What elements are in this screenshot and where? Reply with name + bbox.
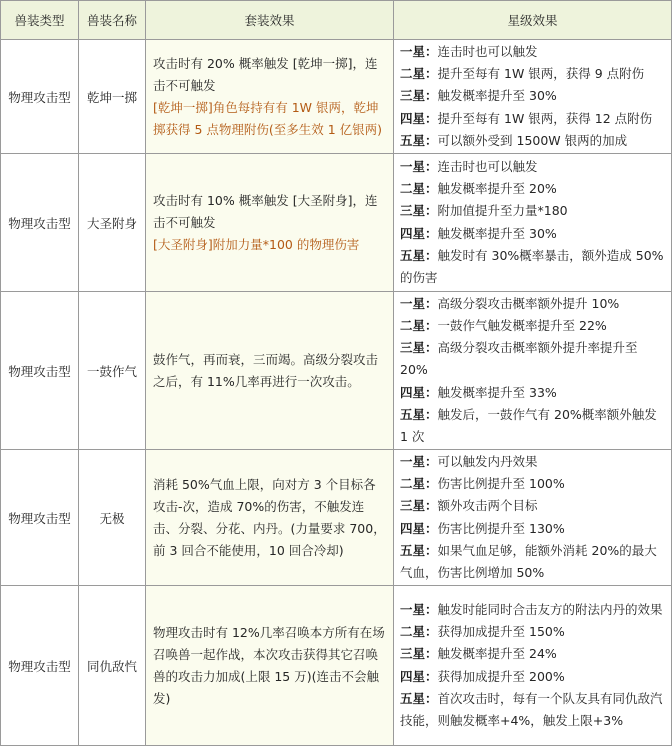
set-effect xyxy=(146,450,394,586)
star-effect-row xyxy=(400,599,667,621)
star-text: 伤害比例提升至 130% xyxy=(437,520,565,536)
star-text: 可以触发内丹效果 xyxy=(437,453,538,469)
star-effect-row xyxy=(400,518,667,540)
star-text: 可以额外受到 1500W 银两的加成 xyxy=(437,132,628,148)
star-text: 触发概率提升至 30% xyxy=(437,88,557,104)
set-effect-text: 攻击时有 10% 概率触发 [大圣附身]，连击不可触发 xyxy=(153,192,378,230)
star-text: 高级分裂攻击概率额外提升 10% xyxy=(437,295,620,311)
star-level: 五星： xyxy=(400,542,438,558)
star-text: 伤害比例提升至 100% xyxy=(437,476,565,492)
star-level: 三星： xyxy=(400,340,438,356)
header-set-effect: 套装效果 xyxy=(146,1,394,40)
beast-type: 物理攻击型 xyxy=(1,292,79,450)
star-effects xyxy=(394,40,672,154)
star-text: 触发概率提升至 30% xyxy=(437,225,557,241)
set-effect-text: 物理攻击时有 12%几率召唤本方所有在场召唤兽一起作战，本次攻击获得其它召唤兽的攻击力加成(上限 15 万)(连击不会触发) xyxy=(153,624,385,706)
star-effects xyxy=(394,292,672,450)
star-level: 四星： xyxy=(400,384,438,400)
star-effect-row xyxy=(400,621,667,643)
star-level: 四星： xyxy=(400,110,438,126)
star-level: 三星： xyxy=(400,646,438,662)
star-level: 一星： xyxy=(400,295,438,311)
star-level: 一星： xyxy=(400,158,438,174)
star-effects xyxy=(394,450,672,586)
set-effect xyxy=(146,40,394,154)
set-effect-text: 攻击时有 20% 概率触发 [乾坤一掷]，连击不可触发 xyxy=(153,55,378,93)
star-text: 触发时有 30%概率暴击，额外造成 50%的伤害 xyxy=(400,247,664,285)
star-effect-row xyxy=(400,293,667,315)
star-text: 连击时也可以触发 xyxy=(437,158,538,174)
set-effect-text: 鼓作气，再而衰，三而竭。高级分裂攻击之后，有 11%几率再进行一次攻击。 xyxy=(153,351,379,389)
star-effect-row xyxy=(400,156,667,178)
star-effect-row xyxy=(400,451,667,473)
beast-name: 大圣附身 xyxy=(79,154,146,292)
star-text: 提升至每有 1W 银两，获得 9 点附伤 xyxy=(437,66,645,82)
star-effect-row xyxy=(400,473,667,495)
beast-type: 物理攻击型 xyxy=(1,40,79,154)
beast-name: 同仇敌忾 xyxy=(79,586,146,746)
star-effect-row xyxy=(400,688,667,732)
star-effect-row xyxy=(400,85,667,107)
star-text: 附加值提升至力量*180 xyxy=(437,203,568,219)
star-text: 获得加成提升至 200% xyxy=(437,668,565,684)
star-text: 触发时能同时合击友方的附法内丹的效果 xyxy=(437,601,663,617)
table-row xyxy=(1,450,672,586)
star-level: 二星： xyxy=(400,624,438,640)
header-star-effect: 星级效果 xyxy=(394,1,672,40)
star-level: 三星： xyxy=(400,88,438,104)
star-text: 获得加成提升至 150% xyxy=(437,624,565,640)
star-text: 触发概率提升至 24% xyxy=(437,646,557,662)
star-effect-row xyxy=(400,200,667,222)
star-level: 一星： xyxy=(400,453,438,469)
star-effect-row xyxy=(400,643,667,665)
star-level: 四星： xyxy=(400,225,438,241)
star-text: 触发后，一鼓作气有 20%概率额外触发 1 次 xyxy=(400,406,657,444)
table-row xyxy=(1,292,672,450)
star-level: 二星： xyxy=(400,317,438,333)
star-effects xyxy=(394,586,672,746)
star-effect-row xyxy=(400,178,667,200)
star-effect-row xyxy=(400,666,667,688)
star-text: 提升至每有 1W 银两，获得 12 点附伤 xyxy=(437,110,653,126)
table-header-row xyxy=(1,1,672,40)
star-effect-row xyxy=(400,315,667,337)
star-text: 首次攻击时，每有一个队友具有同仇敌汽技能，则触发概率+4%，触发上限+3% xyxy=(400,690,663,728)
star-effect-row xyxy=(400,41,667,63)
star-level: 五星： xyxy=(400,132,438,148)
table-row xyxy=(1,154,672,292)
beast-name: 无极 xyxy=(79,450,146,586)
beast-type: 物理攻击型 xyxy=(1,154,79,292)
table-row xyxy=(1,40,672,154)
star-effect-row xyxy=(400,495,667,517)
star-effect-row xyxy=(400,245,667,289)
beast-name: 乾坤一掷 xyxy=(79,40,146,154)
star-level: 三星： xyxy=(400,203,438,219)
star-level: 五星： xyxy=(400,406,438,422)
star-effect-row xyxy=(400,108,667,130)
star-effects xyxy=(394,154,672,292)
star-text: 如果气血足够，能额外消耗 20%的最大气血，伤害比例增加 50% xyxy=(400,542,657,580)
header-name: 兽装名称 xyxy=(79,1,146,40)
beast-name: 一鼓作气 xyxy=(79,292,146,450)
star-level: 一星： xyxy=(400,43,438,59)
set-effect xyxy=(146,154,394,292)
star-level: 四星： xyxy=(400,520,438,536)
star-level: 二星： xyxy=(400,181,438,197)
star-effect-row xyxy=(400,382,667,404)
star-text: 触发概率提升至 33% xyxy=(437,384,557,400)
star-effect-row xyxy=(400,130,667,152)
star-effect-row xyxy=(400,404,667,448)
star-level: 五星： xyxy=(400,247,438,263)
star-effect-row xyxy=(400,337,667,381)
star-level: 二星： xyxy=(400,476,438,492)
star-effect-row xyxy=(400,223,667,245)
set-effect-note: [大圣附身]附加力量*100 的物理伤害 xyxy=(153,236,360,252)
set-effect-text: 消耗 50%气血上限，向对方 3 个目标各攻击-次，造成 70%的伤害，不触发连击、分裂、分花、内丹。(力量要求 700，前 3 回合不能使用，10 回合冷却) xyxy=(153,476,386,558)
star-text: 高级分裂攻击概率额外提升率提升至 20% xyxy=(400,340,638,378)
beast-type: 物理攻击型 xyxy=(1,450,79,586)
star-effect-row xyxy=(400,540,667,584)
set-effect-note: [乾坤一掷]角色每持有有 1W 银两，乾坤掷获得 5 点物理附伤(至多生效 1 亿银两) xyxy=(153,99,383,137)
star-level: 二星： xyxy=(400,66,438,82)
star-text: 一鼓作气触发概率提升至 22% xyxy=(437,317,607,333)
set-effect xyxy=(146,586,394,746)
star-level: 三星： xyxy=(400,498,438,514)
table-row xyxy=(1,586,672,746)
star-text: 连击时也可以触发 xyxy=(437,43,538,59)
star-level: 一星： xyxy=(400,601,438,617)
star-level: 五星： xyxy=(400,690,438,706)
header-type: 兽装类型 xyxy=(1,1,79,40)
star-text: 触发概率提升至 20% xyxy=(437,181,557,197)
star-level: 四星： xyxy=(400,668,438,684)
set-effect xyxy=(146,292,394,450)
star-text: 额外攻击两个目标 xyxy=(437,498,538,514)
star-effect-row xyxy=(400,63,667,85)
beast-type: 物理攻击型 xyxy=(1,586,79,746)
